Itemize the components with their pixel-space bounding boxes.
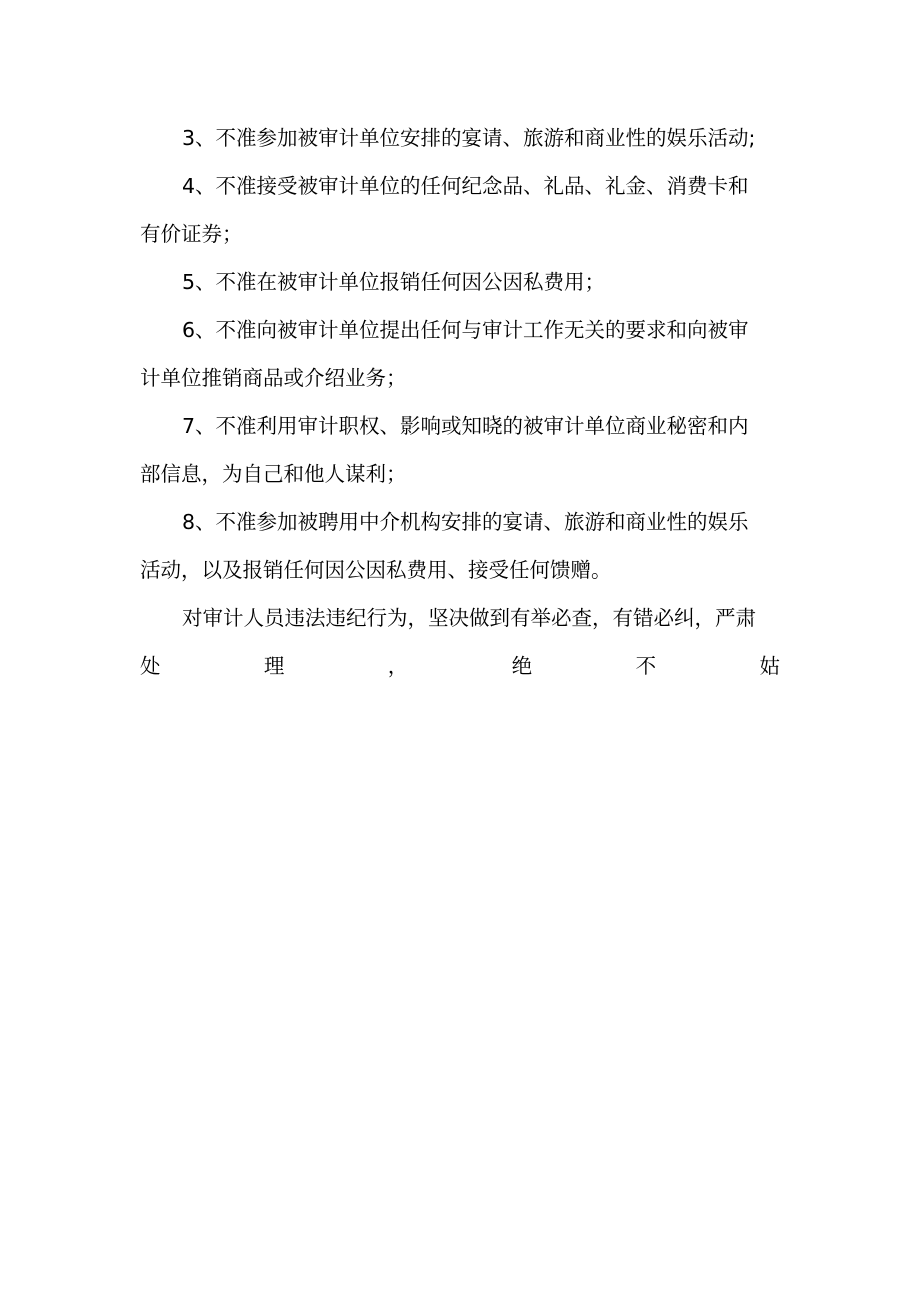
justified-char: 绝 [511, 654, 533, 678]
justified-char: 处 [140, 654, 161, 678]
rule-7-line-1: 7、不准利用审计职权、影响或知晓的被审计单位商业秘密和内 [182, 414, 749, 438]
rule-6-line-1: 6、不准向被审计单位提出任何与审计工作无关的要求和向被审 [182, 318, 749, 342]
closing-paragraph-line-1: 对审计人员违法违纪行为，坚决做到有举必查，有错必纠，严肃 [182, 606, 756, 630]
rule-5-line: 5、不准在被审计单位报销任何因公因私费用； [182, 270, 606, 294]
rule-3-line: 3、不准参加被审计单位安排的宴请、旅游和商业性的娱乐活动; [182, 126, 756, 150]
rule-4-line-2: 有价证券； [140, 222, 243, 246]
rule-6-line-2: 计单位推销商品或介绍业务； [140, 366, 407, 390]
document-body [140, 118, 780, 694]
rule-8-line-2: 活动，以及报销任何因公因私费用、接受任何馈赠。 [140, 558, 612, 582]
justified-char: 姑 [759, 654, 780, 678]
justified-char: ， [387, 654, 409, 678]
rule-4-line-1: 4、不准接受被审计单位的任何纪念品、礼品、礼金、消费卡和 [182, 174, 749, 198]
rule-7-line-2: 部信息，为自己和他人谋利； [140, 462, 407, 486]
rule-8-line-1: 8、不准参加被聘用中介机构安排的宴请、旅游和商业性的娱乐 [182, 510, 749, 534]
justified-char: 不 [635, 654, 657, 678]
closing-paragraph-line-2 [140, 646, 780, 694]
justified-char: 理 [263, 654, 285, 678]
